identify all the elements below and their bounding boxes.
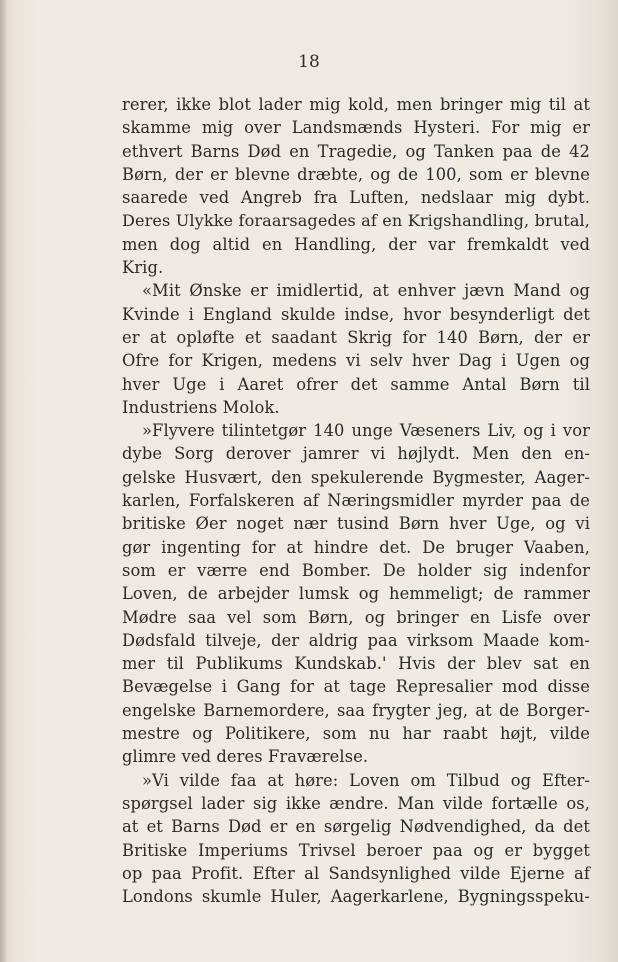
- text-line: rerer, ikke blot lader mig kold, men bringer mig til at: [122, 95, 590, 114]
- page-spine-edge: [0, 0, 6, 962]
- text-line: hver Uge i Aaret ofrer det samme Antal Børn til: [122, 374, 590, 394]
- text-line: som er værre end Bomber. De holder sig indenfor: [122, 560, 590, 580]
- text-line: Londons skumle Huler, Aagerkarlene, Bygningsspeku-: [122, 887, 590, 907]
- text-line: Britiske Imperiums Trivsel beroer paa og er bygget: [122, 840, 590, 860]
- text-line: Mødre saa vel som Børn, og bringer en Lisfe over: [122, 607, 590, 627]
- body-text: [122, 93, 590, 908]
- text-line: Ofre for Krigen, medens vi selv hver Dag i Ugen og: [122, 351, 590, 371]
- text-line: »Flyvere tilintetgør 140 unge Væseners Liv, og i vor: [142, 421, 590, 441]
- text-line: karlen, Forfalskeren af Næringsmidler myrder paa de: [122, 491, 590, 511]
- text-line: spørgsel lader sig ikke ændre. Man vilde fortælle os,: [122, 793, 590, 813]
- text-line: Børn, der er blevne dræbte, og de 100, som er blevne: [122, 164, 590, 184]
- text-line: mer til Publikums Kundskab.' Hvis der blev sat en: [122, 654, 590, 674]
- text-line: er at opløfte et saadant Skrig for 140 Børn, der er: [122, 327, 590, 347]
- text-line: saarede ved Angreb fra Luften, nedslaar mig dybt.: [122, 188, 590, 208]
- text-line: gør ingenting for at hindre det. De bruger Vaaben,: [122, 537, 590, 557]
- text-line: op paa Profit. Efter al Sandsynlighed vilde Ejerne af: [122, 863, 590, 883]
- text-line: glimre ved deres Fraværelse.: [122, 747, 369, 767]
- text-line: skamme mig over Landsmænds Hysteri. For mig er: [122, 118, 590, 138]
- text-line: »Vi vilde faa at høre: Loven om Tilbud og Efter-: [142, 770, 590, 790]
- text-line: Industriens Molok.: [122, 397, 280, 417]
- text-line: men dog altid en Handling, der var fremkaldt ved: [122, 234, 590, 254]
- text-line: britiske Øer noget nær tusind Børn hver Uge, og vi: [122, 514, 590, 534]
- page-number: 18: [298, 52, 320, 72]
- text-line: Dødsfald tilveje, der aldrig paa virksom Maade kom-: [122, 630, 590, 650]
- text-line: mestre og Politikere, som nu har raabt højt, vilde: [122, 724, 590, 744]
- text-line: Loven, de arbejder lumsk og hemmeligt; de rammer: [122, 584, 590, 604]
- text-line: Krig.: [122, 258, 164, 278]
- text-line: «Mit Ønske er imidlertid, at enhver jævn Mand og: [142, 281, 590, 301]
- text-line: dybe Sorg derover jamrer vi højlydt. Men den en-: [122, 444, 590, 464]
- text-line: ethvert Barns Død en Tragedie, og Tanken paa de 42: [122, 141, 590, 161]
- text-line: Kvinde i England skulde indse, hvor besynderligt det: [122, 304, 590, 324]
- text-line: at et Barns Død er en sørgelig Nødvendighed, da det: [122, 817, 590, 837]
- text-line: Bevægelse i Gang for at tage Represalier mod disse: [122, 677, 590, 697]
- text-line: Deres Ulykke foraarsagedes af en Krigshandling, brutal,: [122, 211, 590, 231]
- text-line: engelske Barnemordere, saa frygter jeg, at de Borger-: [122, 700, 590, 720]
- text-line: gelske Husvært, den spekulerende Bygmester, Aager-: [122, 467, 590, 487]
